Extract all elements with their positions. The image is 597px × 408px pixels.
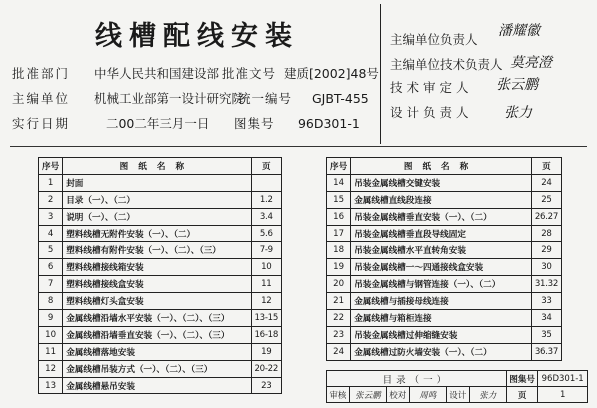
table-row [327, 259, 562, 276]
table-row [39, 293, 282, 310]
table-row [39, 343, 282, 360]
row-number: 2 [39, 191, 63, 208]
col-page-header: 页 [531, 158, 561, 175]
table-row [39, 360, 282, 377]
row-page: 35 [531, 326, 561, 343]
table-row [327, 343, 562, 360]
row-title: 金属线槽过防火墙安装（一）、（二） [351, 343, 532, 360]
row-number: 8 [39, 293, 63, 310]
row-page: 11 [251, 276, 281, 293]
table-row [327, 174, 562, 191]
row-page: 13-15 [251, 310, 281, 327]
table-row [39, 242, 282, 259]
tech-chief-signature: 莫亮澄 [510, 55, 552, 71]
row-title: 金属线槽与箱柜连接 [351, 310, 532, 327]
row-page: 10 [251, 259, 281, 276]
table-row [39, 377, 282, 394]
row-title: 塑料线槽有附件安装（一）、（二）、（三） [63, 242, 251, 259]
design-label: 设计 [446, 387, 469, 403]
col-name-header: 图纸名称 [63, 158, 251, 175]
row-page [251, 174, 281, 191]
row-number: 14 [327, 174, 351, 191]
design-lead-signature: 张力 [504, 105, 532, 121]
effective-date-label: 实行日期 [12, 116, 71, 131]
row-number: 20 [327, 276, 351, 293]
approval-no-value: 建质[2002]48号 [283, 66, 379, 81]
row-title: 封面 [63, 174, 251, 191]
table-row [39, 276, 282, 293]
row-number: 16 [327, 208, 351, 225]
row-number: 11 [39, 343, 63, 360]
page-label: 页 [506, 387, 538, 403]
row-title: 目录（一）、（二） [63, 191, 251, 208]
effective-date-value: 二00二年三月一日 [105, 116, 210, 131]
row-page: 36.37 [531, 343, 561, 360]
design-lead-label: 设计负责人 [390, 105, 473, 120]
atlas-no-label: 图集号 [233, 116, 275, 131]
table-row [39, 259, 282, 276]
row-page: 30 [531, 259, 561, 276]
approval-no-label: 批准文号 [221, 66, 276, 81]
row-number: 15 [327, 191, 351, 208]
row-page: 20-22 [251, 360, 281, 377]
row-title: 金属线槽沿墙水平安装（一）、（二）、（三） [63, 310, 251, 327]
catalog-header-row [39, 158, 282, 175]
catalog-table-right [326, 157, 562, 361]
row-number: 22 [327, 310, 351, 327]
approval-dept-label: 批准部门 [12, 66, 71, 81]
page-number: 1 [538, 387, 588, 403]
table-row [327, 293, 562, 310]
editor-unit-label: 主编单位 [12, 91, 71, 106]
header-rule [10, 146, 587, 147]
table-row [327, 191, 562, 208]
row-page: 25 [531, 191, 561, 208]
row-page: 3.4 [251, 208, 281, 225]
chief-editor-label: 主编单位负责人 [390, 32, 478, 47]
effective-date-row [12, 114, 360, 132]
approval-dept-value: 中华人民共和国建设部 [93, 66, 219, 81]
row-number: 4 [39, 225, 63, 242]
row-title: 吊装金属线槽交键安装 [351, 174, 532, 191]
row-title: 塑料线槽接线箱安装 [63, 259, 251, 276]
col-name-header: 图纸名称 [351, 158, 532, 175]
set-no-label: 图集号 [506, 371, 538, 387]
row-title: 金属线槽与插接母线连接 [351, 293, 532, 310]
row-title: 吊装金属线槽垂直安装（一）、（二） [351, 208, 532, 225]
row-title: 金属线槽悬吊安装 [63, 377, 251, 394]
review-label: 审核 [327, 387, 350, 403]
table-row [39, 191, 282, 208]
row-page: 19 [251, 343, 281, 360]
row-number: 6 [39, 259, 63, 276]
row-page: 28 [531, 225, 561, 242]
table-row [327, 276, 562, 293]
col-no-header: 序号 [39, 158, 63, 175]
row-number: 21 [327, 293, 351, 310]
row-number: 24 [327, 343, 351, 360]
tech-chief-label: 主编单位技术负责人 [390, 57, 503, 72]
atlas-no-value: 96D301-1 [297, 116, 360, 131]
row-number: 10 [39, 326, 63, 343]
page-title: 线槽配线安装 [95, 21, 299, 52]
editor-unit-row [12, 89, 369, 107]
row-page: 16-18 [251, 326, 281, 343]
col-page-header: 页 [251, 158, 281, 175]
row-title: 吊装金属线槽垂直段导线固定 [351, 225, 532, 242]
table-row [39, 208, 282, 225]
table-row [327, 225, 562, 242]
row-page: 1.2 [251, 191, 281, 208]
catalog-table-left [38, 157, 282, 394]
row-page: 34 [531, 310, 561, 327]
approval-dept-row [12, 64, 379, 82]
editor-unit-value: 机械工业部第一设计研究院 [93, 91, 244, 106]
table-row [327, 326, 562, 343]
check-signature: 周鸣 [409, 387, 446, 403]
row-page: 5.6 [251, 225, 281, 242]
row-number: 13 [39, 377, 63, 394]
row-number: 1 [39, 174, 63, 191]
unified-no-label: 统一编号 [237, 91, 292, 106]
row-number: 9 [39, 310, 63, 327]
row-page: 33 [531, 293, 561, 310]
col-no-header: 序号 [327, 158, 351, 175]
table-row [39, 310, 282, 327]
row-title: 吊装金属线槽一～四通接线盒安装 [351, 259, 532, 276]
row-title: 金属线槽吊装方式（一）、（二）、（三） [63, 360, 251, 377]
row-page: 12 [251, 293, 281, 310]
row-page: 7-9 [251, 242, 281, 259]
catalog-header-row [327, 158, 562, 175]
drawing-title: 目录（一） [327, 371, 507, 387]
row-title: 金属线槽直线段连接 [351, 191, 532, 208]
row-number: 12 [39, 360, 63, 377]
table-row [39, 174, 282, 191]
row-page: 23 [251, 377, 281, 394]
table-row [327, 208, 562, 225]
row-number: 7 [39, 276, 63, 293]
row-title: 吊装金属线槽过伸缩缝安装 [351, 326, 532, 343]
design-signature: 张力 [469, 387, 506, 403]
row-number: 17 [327, 225, 351, 242]
table-row [327, 242, 562, 259]
row-title: 吊装金属线槽水平直转角安装 [351, 242, 532, 259]
row-number: 3 [39, 208, 63, 225]
table-row [39, 326, 282, 343]
unified-no-value: GJBT-455 [311, 91, 369, 106]
row-page: 26.27 [531, 208, 561, 225]
row-title: 吊装金属线槽与钢管连接（一）、（二） [351, 276, 532, 293]
tech-reviewer-signature: 张云鹏 [496, 77, 538, 93]
header-divider [380, 4, 381, 144]
row-title: 塑料线槽灯头盒安装 [63, 293, 251, 310]
row-page: 24 [531, 174, 561, 191]
row-title: 说明（一）、（二） [63, 208, 251, 225]
review-signature: 张云鹏 [349, 387, 386, 403]
title-block [326, 370, 588, 403]
chief-editor-signature: 潘耀徽 [498, 23, 540, 39]
table-row [39, 225, 282, 242]
row-number: 18 [327, 242, 351, 259]
row-number: 23 [327, 326, 351, 343]
check-label: 校对 [386, 387, 409, 403]
row-number: 5 [39, 242, 63, 259]
row-title: 塑料线槽无附件安装（一）、（二） [63, 225, 251, 242]
row-page: 31.32 [531, 276, 561, 293]
set-no-value: 96D301-1 [538, 371, 588, 387]
row-title: 金属线槽沿墙垂直安装（一）、（二）、（三） [63, 326, 251, 343]
row-page: 29 [531, 242, 561, 259]
row-title: 金属线槽落地安装 [63, 343, 251, 360]
row-title: 塑料线槽接线盒安装 [63, 276, 251, 293]
table-row [327, 310, 562, 327]
tech-reviewer-label: 技术审定人 [390, 80, 473, 95]
row-number: 19 [327, 259, 351, 276]
